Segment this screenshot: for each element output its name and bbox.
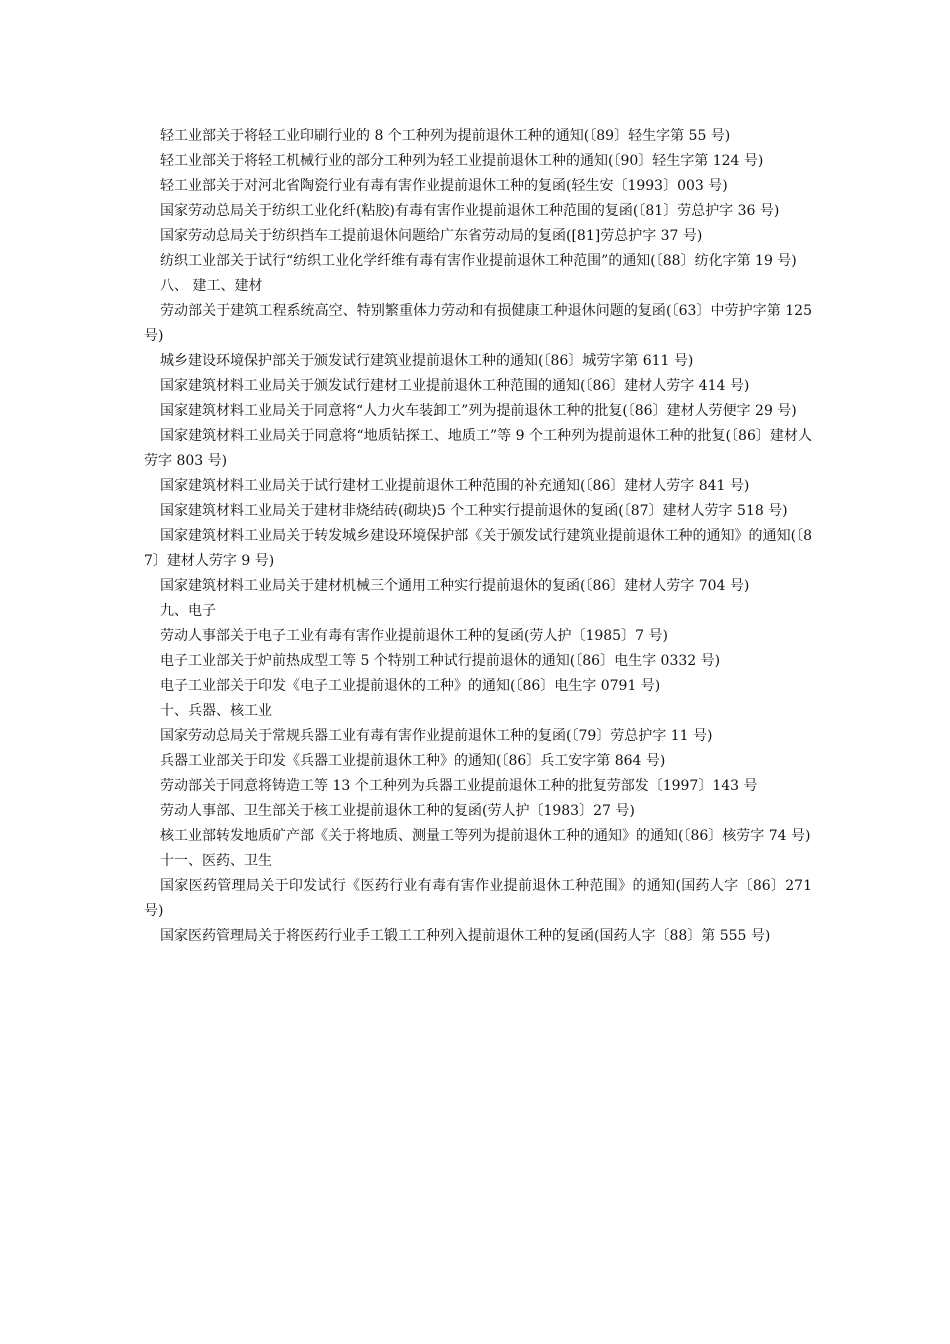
section-heading: 十、兵器、核工业: [160, 703, 272, 719]
document-entry: 纺织工业部关于试行“纺织工业化学纤维有毒有害作业提前退休工种范围”的通知(〔88〕纺化字第 19 号): [160, 253, 797, 269]
document-entry: 国家建筑材料工业局关于颁发试行建材工业提前退休工种范围的通知(〔86〕建材人劳字 414 号): [160, 378, 750, 394]
document-entry: 核工业部转发地质矿产部《关于将地质、测量工等列为提前退休工种的通知》的通知(〔86〕核劳字 74 号): [160, 828, 811, 844]
document-entry: 国家劳动总局关于纺织工业化纤(粘胶)有毒有害作业提前退休工种范围的复函(〔81〕劳总护字 36 号): [160, 203, 780, 219]
document-entry: 电子工业部关于炉前热成型工等 5 个特别工种试行提前退休的通知(〔86〕电生字 0332 号): [160, 653, 721, 669]
document-entry: 电子工业部关于印发《电子工业提前退休的工种》的通知(〔86〕电生字 0791 号): [160, 678, 661, 694]
section-heading: 九、电子: [160, 603, 216, 619]
section-heading: 八、 建工、建材: [160, 278, 263, 294]
document-entry: 国家建筑材料工业局关于建材非烧结砖(砌块)5 个工种实行提前退休的复函(〔87〕建材人劳字 518 号): [160, 503, 788, 519]
document-entry: 国家建筑材料工业局关于同意将“地质钻探工、地质工”等 9 个工种列为提前退休工种的批复(〔86〕建材人劳字 803 号): [144, 428, 812, 469]
document-entry: 兵器工业部关于印发《兵器工业提前退休工种》的通知(〔86〕兵工安字第 864 号): [160, 753, 666, 769]
document-entry: 劳动人事部、卫生部关于核工业提前退休工种的复函(劳人护〔1983〕27 号): [160, 803, 635, 819]
document-entry: 劳动部关于同意将铸造工等 13 个工种列为兵器工业提前退休工种的批复劳部发〔1997〕143 号: [160, 778, 758, 794]
document-entry: 国家建筑材料工业局关于试行建材工业提前退休工种范围的补充通知(〔86〕建材人劳字 841 号): [160, 478, 750, 494]
document-entry: 国家建筑材料工业局关于建材机械三个通用工种实行提前退休的复函(〔86〕建材人劳字 704 号): [160, 578, 750, 594]
document-entry: 轻工业部关于对河北省陶瓷行业有毒有害作业提前退休工种的复函(轻生安〔1993〕003 号): [160, 178, 728, 194]
document-entry: 国家建筑材料工业局关于同意将“人力火车装卸工”列为提前退休工种的批复(〔86〕建材人劳便字 29 号): [160, 403, 797, 419]
document-entry: 国家劳动总局关于常规兵器工业有毒有害作业提前退休工种的复函(〔79〕劳总护字 11 号): [160, 728, 713, 744]
document-entry: 劳动人事部关于电子工业有毒有害作业提前退休工种的复函(劳人护〔1985〕7 号): [160, 628, 668, 644]
document-entry: 国家医药管理局关于将医药行业手工锻工工种列入提前退休工种的复函(国药人字〔88〕第 555 号): [160, 928, 771, 944]
document-entry: 轻工业部关于将轻工机械行业的部分工种列为轻工业提前退休工种的通知(〔90〕轻生字第 124 号): [160, 153, 764, 169]
document-entry: 轻工业部关于将轻工业印刷行业的 8 个工种列为提前退休工种的通知(〔89〕轻生字第 55 号): [160, 128, 731, 144]
section-heading: 十一、医药、卫生: [160, 853, 272, 869]
document-body: [144, 124, 812, 949]
document-entry: 国家建筑材料工业局关于转发城乡建设环境保护部《关于颁发试行建筑业提前退休工种的通知》的通知(〔87〕建材人劳字 9 号): [144, 528, 812, 569]
document-entry: 城乡建设环境保护部关于颁发试行建筑业提前退休工种的通知(〔86〕城劳字第 611 号): [160, 353, 694, 369]
document-entry: 劳动部关于建筑工程系统高空、特别繁重体力劳动和有损健康工种退休问题的复函(〔63〕中劳护字第 125 号): [144, 303, 812, 344]
document-entry: 国家劳动总局关于纺织挡车工提前退休问题给广东省劳动局的复函([81]劳总护字 37 号): [160, 228, 703, 244]
document-entry: 国家医药管理局关于印发试行《医药行业有毒有害作业提前退休工种范围》的通知(国药人字〔86〕271 号): [144, 878, 812, 919]
